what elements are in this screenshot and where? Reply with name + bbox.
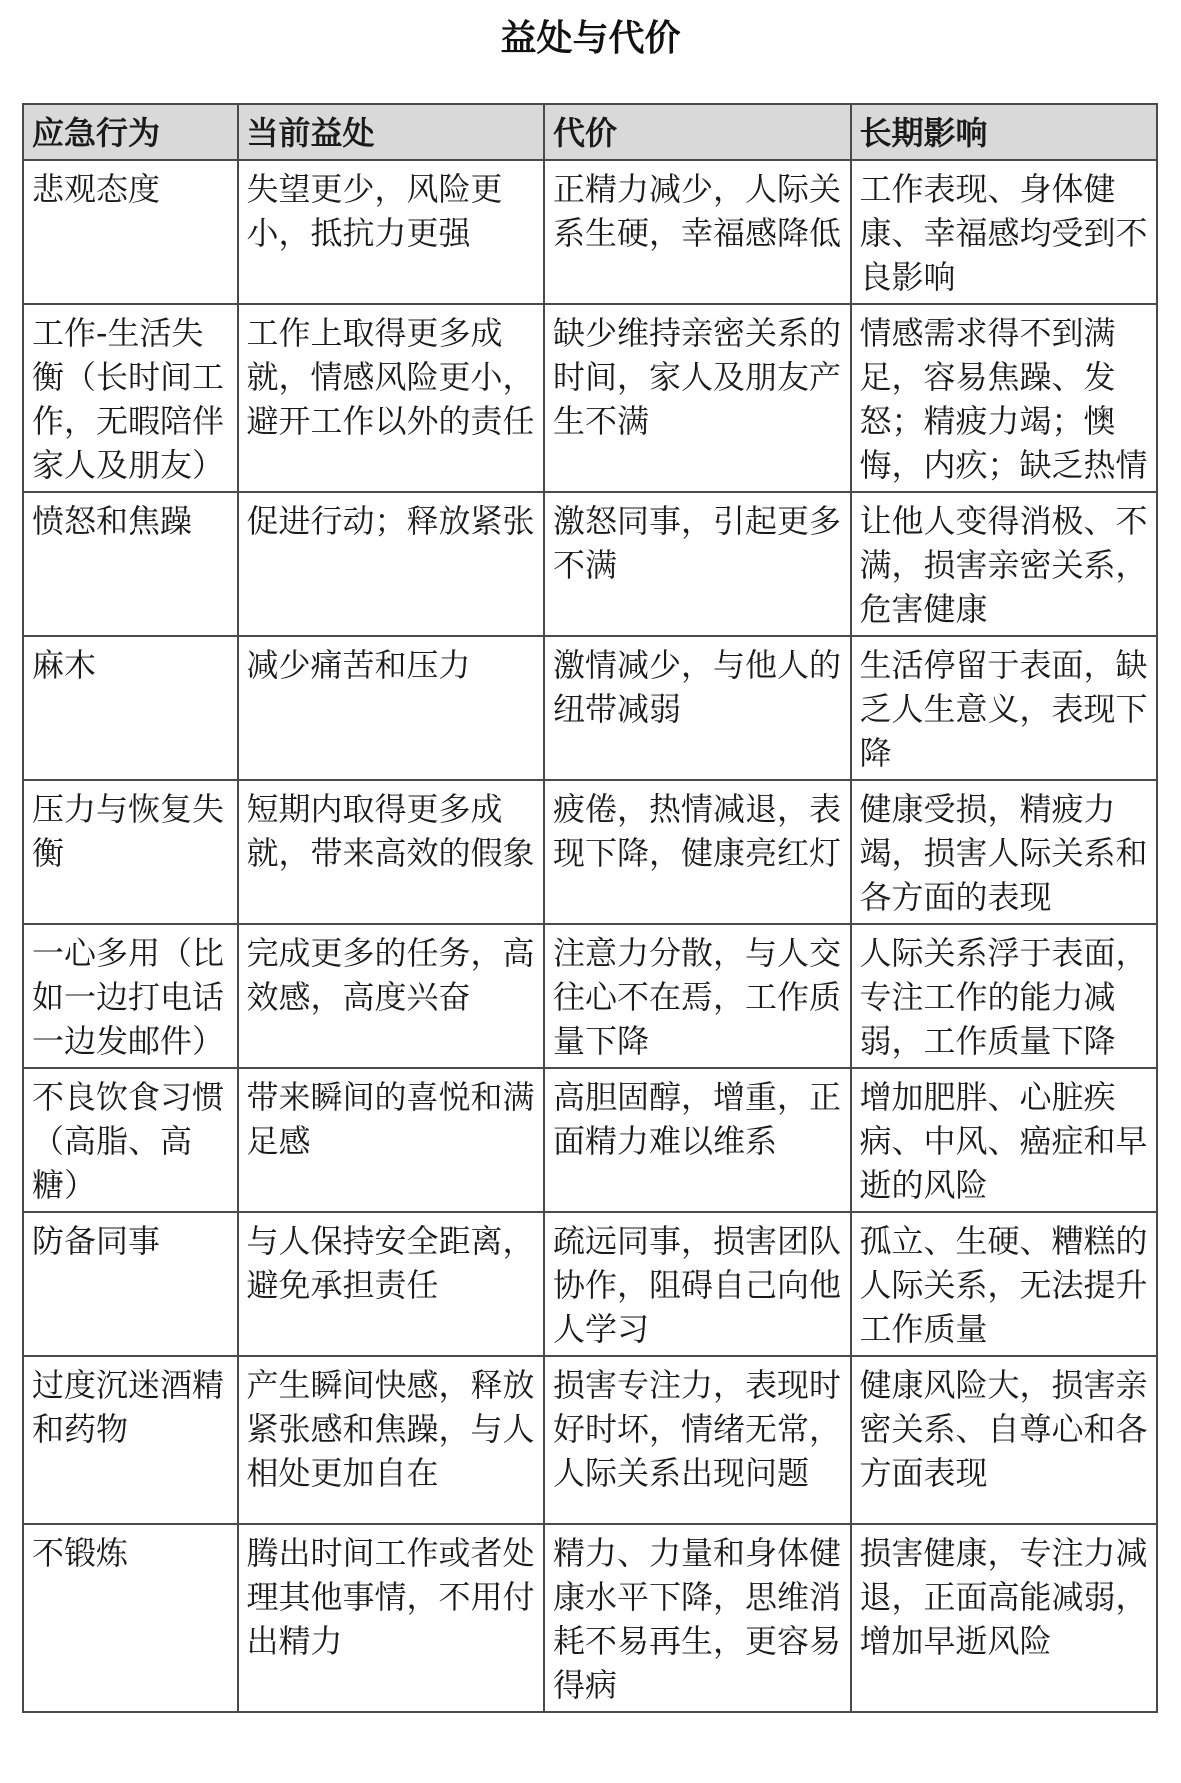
table-cell: 促进行动；释放紧张 <box>238 492 544 636</box>
table-cell: 产生瞬间快感，释放紧张感和焦躁，与人相处更加自在 <box>238 1356 544 1524</box>
table-cell: 工作-生活失衡（长时间工作，无暇陪伴家人及朋友） <box>23 304 238 492</box>
table-cell: 悲观态度 <box>23 160 238 304</box>
table-cell: 防备同事 <box>23 1212 238 1356</box>
header-cell-long-term-impact: 长期影响 <box>851 104 1158 160</box>
table-cell: 增加肥胖、心脏疾病、中风、癌症和早逝的风险 <box>851 1068 1158 1212</box>
table-cell: 带来瞬间的喜悦和满足感 <box>238 1068 544 1212</box>
table-cell: 愤怒和焦躁 <box>23 492 238 636</box>
page-title: 益处与代价 <box>500 18 681 59</box>
table-cell: 与人保持安全距离，避免承担责任 <box>238 1212 544 1356</box>
header-cell-cost: 代价 <box>544 104 850 160</box>
table-cell: 损害健康，专注力减退，正面高能减弱，增加早逝风险 <box>851 1524 1158 1712</box>
table-cell: 健康受损，精疲力竭，损害人际关系和各方面的表现 <box>851 780 1158 924</box>
table-cell: 生活停留于表面，缺乏人生意义，表现下降 <box>851 636 1158 780</box>
table-row <box>23 780 1157 924</box>
table-cell: 失望更少，风险更小，抵抗力更强 <box>238 160 544 304</box>
table-cell: 短期内取得更多成就，带来高效的假象 <box>238 780 544 924</box>
table-cell: 孤立、生硬、糟糕的人际关系，无法提升工作质量 <box>851 1212 1158 1356</box>
table-row <box>23 1356 1157 1524</box>
table-row <box>23 304 1157 492</box>
table-cell: 腾出时间工作或者处理其他事情，不用付出精力 <box>238 1524 544 1712</box>
table-cell: 注意力分散，与人交往心不在焉，工作质量下降 <box>544 924 850 1068</box>
header-cell-current-benefit: 当前益处 <box>238 104 544 160</box>
table-cell: 缺少维持亲密关系的时间，家人及朋友产生不满 <box>544 304 850 492</box>
table-cell: 不良饮食习惯（高脂、高糖） <box>23 1068 238 1212</box>
table-cell: 疏远同事，损害团队协作，阻碍自己向他人学习 <box>544 1212 850 1356</box>
table-row <box>23 1068 1157 1212</box>
header-cell-behavior: 应急行为 <box>23 104 238 160</box>
table-row <box>23 636 1157 780</box>
table-row <box>23 1524 1157 1712</box>
table-row <box>23 924 1157 1068</box>
table-cell: 压力与恢复失衡 <box>23 780 238 924</box>
table-cell: 麻木 <box>23 636 238 780</box>
table-cell: 工作上取得更多成就，情感风险更小，避开工作以外的责任 <box>238 304 544 492</box>
benefit-cost-table <box>22 103 1158 1713</box>
table-row <box>23 492 1157 636</box>
table-cell: 减少痛苦和压力 <box>238 636 544 780</box>
table-cell: 激情减少，与他人的纽带减弱 <box>544 636 850 780</box>
table-cell: 疲倦，热情减退，表现下降，健康亮红灯 <box>544 780 850 924</box>
table-header-row <box>23 104 1157 160</box>
table-cell: 人际关系浮于表面，专注工作的能力减弱，工作质量下降 <box>851 924 1158 1068</box>
table-cell: 过度沉迷酒精和药物 <box>23 1356 238 1524</box>
table-row <box>23 1212 1157 1356</box>
table-cell: 让他人变得消极、不满，损害亲密关系，危害健康 <box>851 492 1158 636</box>
table-cell: 正精力减少，人际关系生硬，幸福感降低 <box>544 160 850 304</box>
table-cell: 高胆固醇，增重，正面精力难以维系 <box>544 1068 850 1212</box>
table-cell: 情感需求得不到满足，容易焦躁、发怒；精疲力竭；懊悔，内疚；缺乏热情 <box>851 304 1158 492</box>
table-cell: 精力、力量和身体健康水平下降，思维消耗不易再生，更容易得病 <box>544 1524 850 1712</box>
table-cell: 健康风险大，损害亲密关系、自尊心和各方面表现 <box>851 1356 1158 1524</box>
table-cell: 激怒同事，引起更多不满 <box>544 492 850 636</box>
table-cell: 完成更多的任务，高效感，高度兴奋 <box>238 924 544 1068</box>
table-cell: 损害专注力，表现时好时坏，情绪无常，人际关系出现问题 <box>544 1356 850 1524</box>
table-cell: 不锻炼 <box>23 1524 238 1712</box>
table-cell: 工作表现、身体健康、幸福感均受到不良影响 <box>851 160 1158 304</box>
table-cell: 一心多用（比如一边打电话一边发邮件） <box>23 924 238 1068</box>
table-row <box>23 160 1157 304</box>
